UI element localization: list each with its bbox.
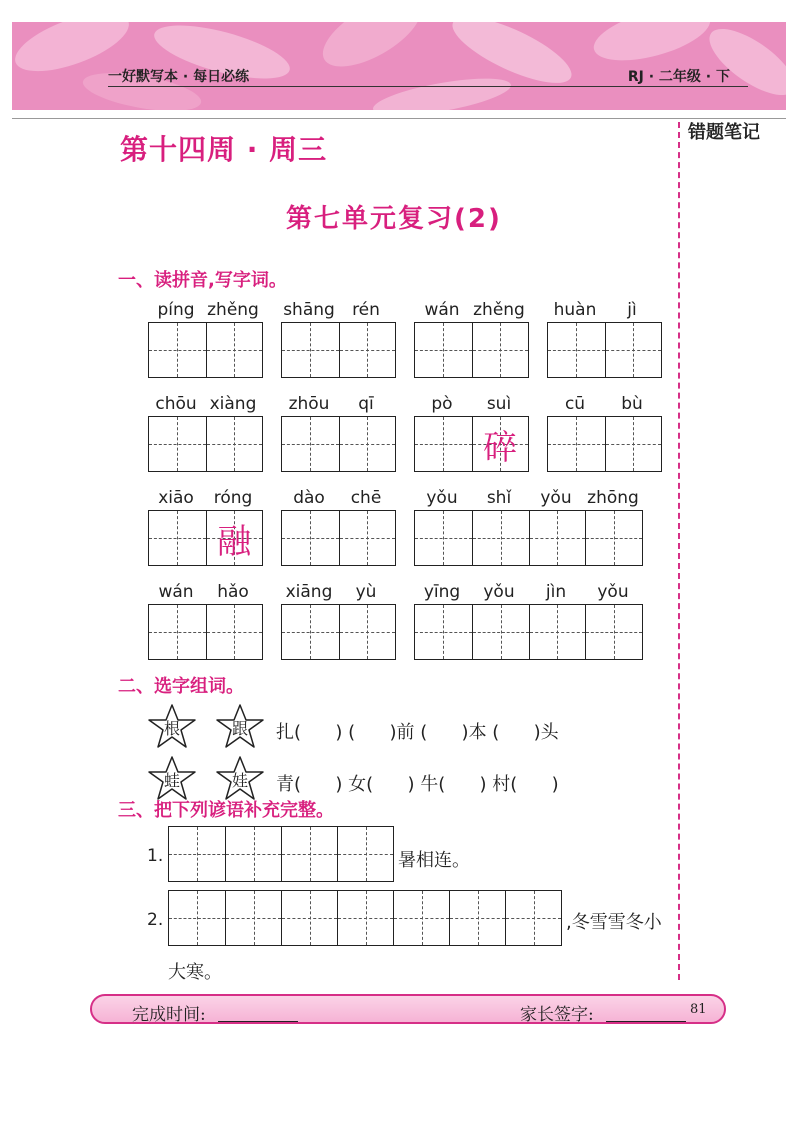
writing-cell[interactable] [415,605,472,659]
pinyin-label: yǒu [597,582,629,602]
idiom-boxes-1[interactable] [168,826,394,882]
written-char [586,605,642,659]
written-char [149,605,206,659]
written-char [149,511,206,565]
idiom-cell[interactable] [505,891,561,945]
writing-cell[interactable] [206,605,263,659]
pinyin-label: pò [431,394,453,414]
pinyin-label: jìn [545,582,567,602]
idiom-boxes-2[interactable] [168,890,562,946]
written-char [415,323,472,377]
pinyin-label: shǐ [486,488,512,508]
pinyin-label: zhěng [207,300,259,320]
writing-grid[interactable] [547,322,662,378]
item-number: 1. [147,846,164,866]
written-char [207,605,263,659]
writing-cell[interactable] [585,605,642,659]
idiom-cell[interactable] [449,891,505,945]
writing-cell[interactable] [415,323,472,377]
section2-title: 二、选字组词。 [118,676,244,697]
pinyin-label: suì [486,394,512,414]
writing-cell[interactable] [339,417,396,471]
idiom-cell[interactable] [393,891,449,945]
grade-label: RJ · 二年级 · 下 [627,69,730,85]
star-char: 跟 [231,718,248,738]
error-notes-label: 错题笔记 [688,122,760,143]
written-char [207,323,263,377]
writing-cell[interactable] [605,323,662,377]
fill-words-row-2[interactable]: 青( ) 女( ) 牛( ) 村( ) [276,774,559,795]
written-char [415,511,472,565]
writing-cell[interactable] [529,511,586,565]
idiom-cell[interactable] [337,891,393,945]
idiom-cell[interactable] [337,827,393,881]
writing-cell[interactable] [206,323,263,377]
pinyin-label: píng [157,300,195,320]
star-icon [146,702,198,752]
writing-grid[interactable] [281,604,396,660]
writing-cell[interactable] [415,511,472,565]
writing-cell[interactable] [472,605,529,659]
writing-cell[interactable] [149,323,206,377]
pinyin-label: wán [158,582,194,602]
writing-cell[interactable] [339,511,396,565]
writing-cell[interactable] [529,605,586,659]
pinyin-label: chē [350,488,382,508]
workbook-title: 一好默写本 · 每日必练 [108,69,250,85]
written-char [149,417,206,471]
pinyin-label: zhěng [473,300,525,320]
writing-cell[interactable] [548,323,605,377]
page-number: 81 [690,1002,707,1017]
completion-time-field[interactable] [218,1021,298,1022]
idiom-cell[interactable] [281,891,337,945]
writing-cell[interactable] [206,417,263,471]
written-char [149,323,206,377]
pinyin-label: yǒu [426,488,458,508]
writing-cell[interactable] [282,605,339,659]
writing-cell[interactable] [472,511,529,565]
parent-signature-field[interactable] [606,1021,686,1022]
pinyin-label: huàn [553,300,597,320]
writing-cell[interactable] [339,605,396,659]
written-char [415,417,472,471]
written-char [282,417,339,471]
writing-cell[interactable] [282,417,339,471]
writing-grid[interactable] [148,322,263,378]
pinyin-label: hǎo [217,582,249,602]
writing-grid[interactable] [281,322,396,378]
writing-grid[interactable] [414,604,643,660]
writing-grid[interactable] [281,416,396,472]
writing-cell[interactable] [282,511,339,565]
writing-grid[interactable] [414,416,529,472]
pinyin-label: róng [213,488,253,508]
writing-cell[interactable] [149,511,206,565]
writing-cell[interactable] [282,323,339,377]
notes-divider [678,122,680,980]
pinyin-label: xiàng [209,394,257,414]
pinyin-label: qī [358,394,374,414]
week-title: 第十四周 · 周三 [120,133,328,166]
header-divider [108,86,748,87]
idiom-cell[interactable] [169,827,225,881]
writing-grid[interactable] [148,416,263,472]
written-char [530,605,586,659]
written-char [548,417,605,471]
writing-grid[interactable] [414,322,529,378]
writing-cell[interactable] [339,323,396,377]
pinyin-label: jì [627,300,637,320]
writing-grid[interactable] [547,416,662,472]
pinyin-label: yǒu [483,582,515,602]
idiom-cell[interactable] [169,891,225,945]
pinyin-label: wán [424,300,460,320]
written-char [340,323,396,377]
pinyin-label: shāng [283,300,335,320]
idiom-continuation-2: 大寒。 [168,962,222,983]
idiom-cell[interactable] [225,891,281,945]
section1-title: 一、读拼音,写字词。 [118,270,287,291]
written-char [340,605,396,659]
pinyin-label: yǒu [540,488,572,508]
written-char [282,511,339,565]
pinyin-label: zhōng [587,488,639,508]
section3-title: 三、把下列谚语补充完整。 [118,800,334,821]
writing-cell[interactable] [415,417,472,471]
star-icon [214,702,266,752]
written-char [530,511,586,565]
pinyin-label: yù [355,582,377,602]
written-char: 碎 [483,427,518,468]
pinyin-label: yīng [423,582,461,602]
written-char [473,323,529,377]
idiom-cell[interactable] [281,827,337,881]
writing-cell[interactable] [149,605,206,659]
writing-cell[interactable] [605,417,662,471]
fill-words-row-1[interactable]: 扎( ) ( )前 ( )本 ( )头 [276,722,559,743]
written-char [207,417,263,471]
writing-grid[interactable] [281,510,396,566]
written-char [473,511,529,565]
top-rule [12,118,786,119]
written-char [340,511,396,565]
writing-grid[interactable] [414,510,643,566]
page-header [12,22,786,110]
pinyin-label: dào [293,488,325,508]
star-char: 蛙 [163,770,180,790]
written-char [282,323,339,377]
written-char [606,417,662,471]
pinyin-label: cū [564,394,586,414]
parent-signature-label: 家长签字: [520,1005,594,1025]
written-char [282,605,339,659]
pinyin-label: bù [621,394,643,414]
item-number: 2. [147,910,164,930]
pinyin-label: chōu [155,394,197,414]
idiom-text-2: ,冬雪雪冬小 [566,912,662,933]
written-char [586,511,642,565]
writing-grid[interactable] [148,510,263,566]
writing-cell[interactable] [206,511,263,565]
written-char [473,605,529,659]
unit-title: 第七单元复习(2) [286,204,502,234]
writing-cell[interactable] [585,511,642,565]
writing-cell[interactable] [472,323,529,377]
writing-cell[interactable] [548,417,605,471]
writing-cell[interactable] [472,417,529,471]
written-char [606,323,662,377]
pinyin-label: xiāng [285,582,333,602]
idiom-cell[interactable] [225,827,281,881]
written-char [415,605,472,659]
idiom-text-1: 暑相连。 [398,850,470,871]
star-char: 娃 [231,770,248,790]
pinyin-label: zhōu [288,394,330,414]
writing-grid[interactable] [148,604,263,660]
written-char: 融 [217,521,252,562]
pinyin-label: xiāo [158,488,194,508]
completion-time-label: 完成时间: [132,1005,206,1025]
star-char: 根 [163,718,180,738]
pinyin-label: rén [352,300,380,320]
written-char [340,417,396,471]
writing-cell[interactable] [149,417,206,471]
written-char [548,323,605,377]
